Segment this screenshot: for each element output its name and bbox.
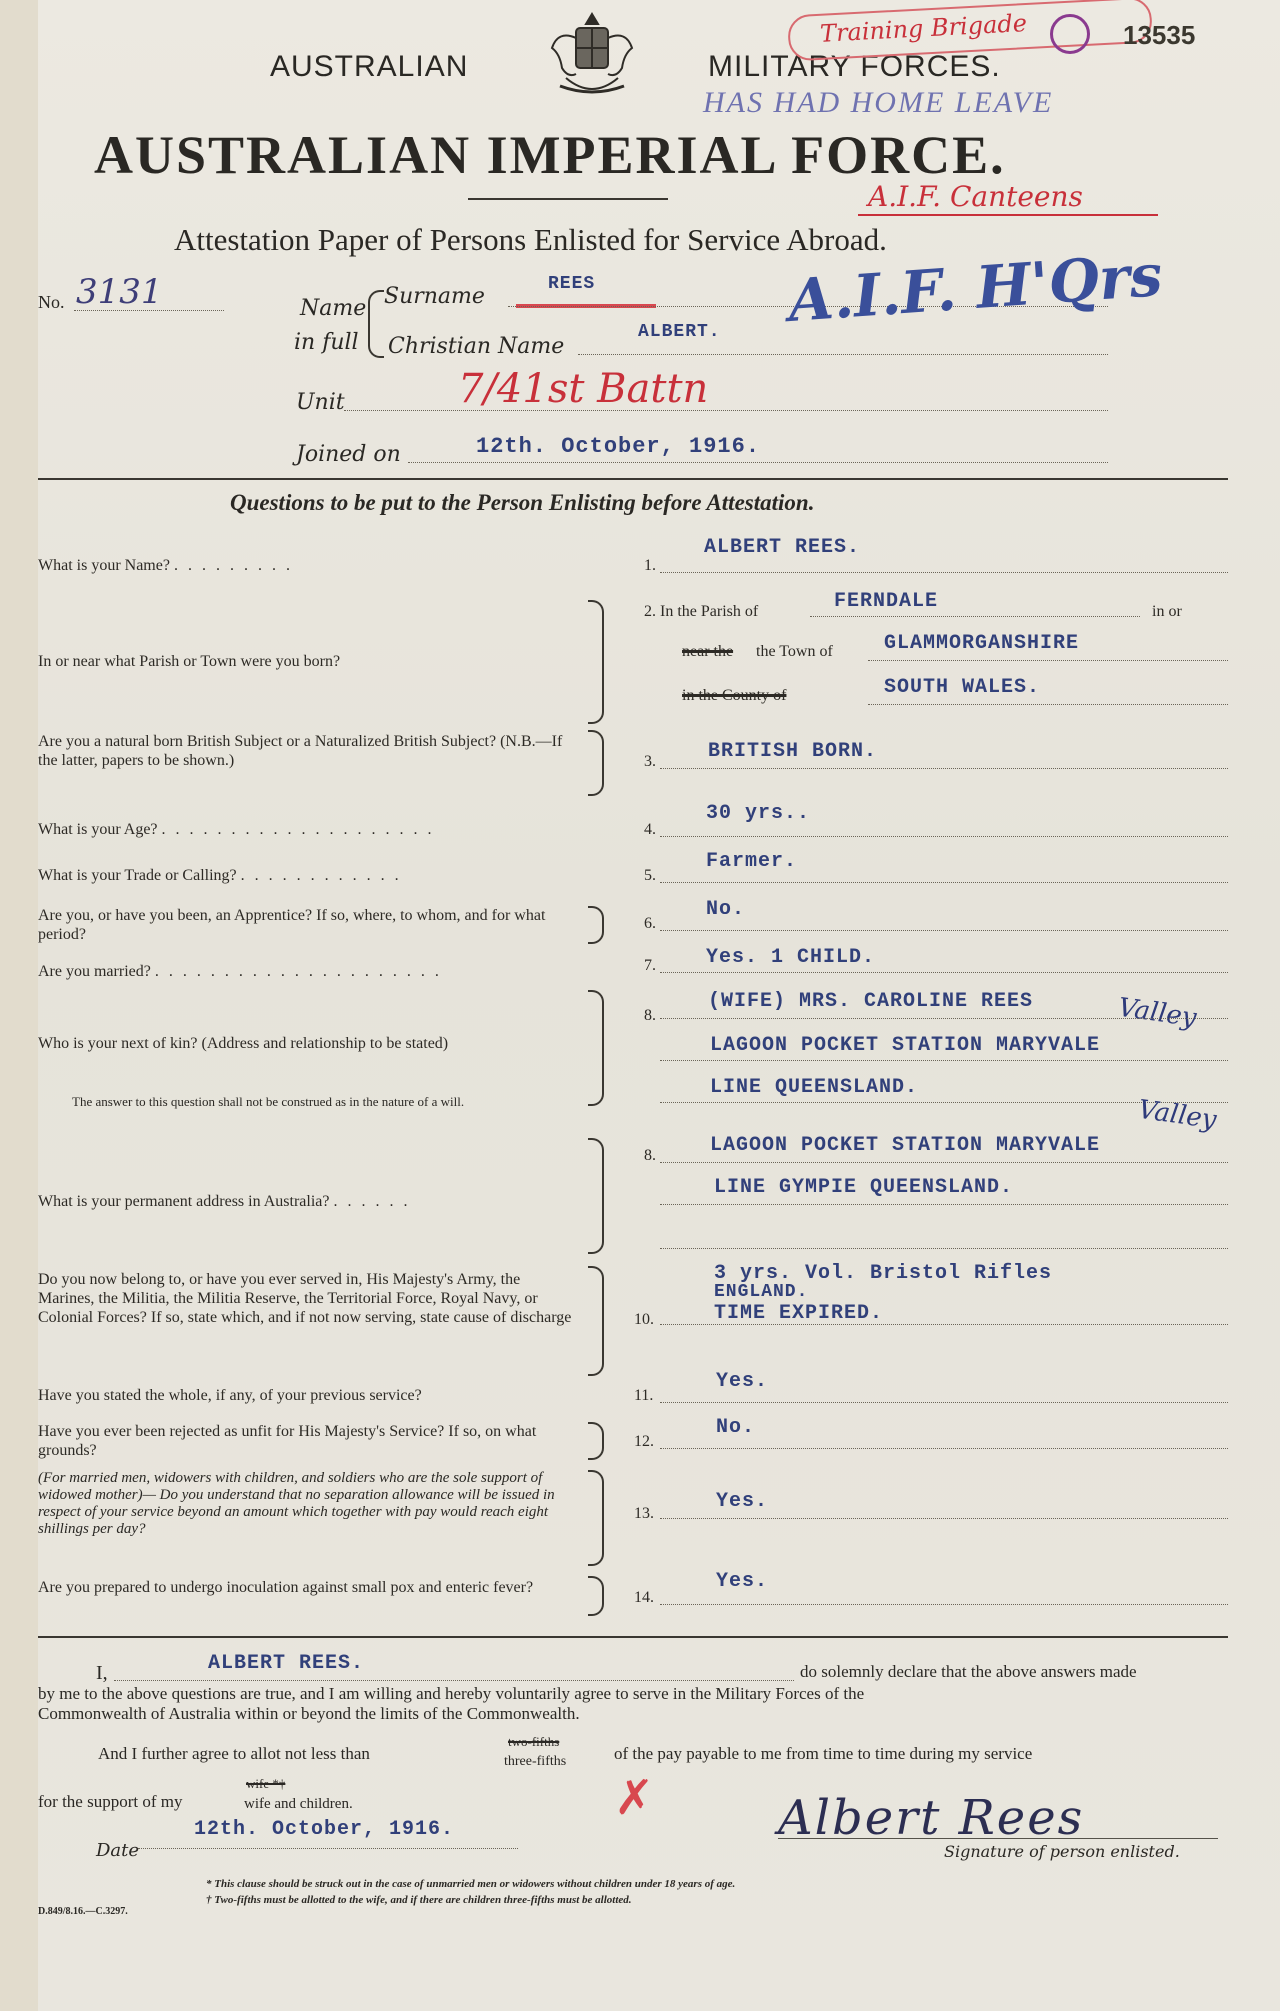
attestation-paper bbox=[38, 0, 1280, 2011]
answer-2-parish-line bbox=[810, 616, 1140, 617]
question-13-brace bbox=[588, 1470, 604, 1566]
allotment-text-pre: And I further agree to allot not less than bbox=[98, 1744, 370, 1763]
answer-7-num: 7. bbox=[644, 957, 656, 974]
answer-2-town-struck: near the bbox=[682, 643, 734, 660]
answer-8-line-2: LAGOON POCKET STATION MARYVALE bbox=[710, 1034, 1101, 1057]
stamp-number: 13535 bbox=[1123, 20, 1196, 50]
answer-10-line bbox=[660, 1324, 1228, 1325]
answer-8-correction: Valley bbox=[1116, 992, 1199, 1034]
allotment-text-post: of the pay payable to me from time to time during my service bbox=[614, 1744, 1033, 1763]
question-9-brace bbox=[588, 1138, 604, 1254]
answer-3-num: 3. bbox=[644, 753, 656, 770]
answer-2-county-line bbox=[868, 704, 1228, 705]
leader-dots: ..................... bbox=[154, 963, 449, 980]
answer-9-line bbox=[660, 1248, 1228, 1249]
answer-8-line-3: LINE QUEENSLAND. bbox=[710, 1076, 919, 1099]
no-label: No. bbox=[38, 292, 65, 312]
question-10-brace bbox=[588, 1266, 604, 1376]
answer-9-correction: Valley bbox=[1136, 1094, 1219, 1136]
support-text-post: wife and children. bbox=[244, 1796, 353, 1812]
answer-4-line bbox=[660, 836, 1228, 837]
joined-value: 12th. October, 1916. bbox=[476, 434, 761, 459]
question-3-brace bbox=[588, 730, 604, 796]
question-11: Have you stated the whole, if any, of your previous service? bbox=[38, 1387, 422, 1404]
question-5 bbox=[38, 866, 409, 885]
header-left: AUSTRALIAN bbox=[270, 50, 469, 83]
no-line bbox=[74, 310, 224, 311]
answer-10-line-3: TIME EXPIRED. bbox=[714, 1302, 884, 1325]
answer-11-line bbox=[660, 1402, 1228, 1403]
answer-2-town: GLAMMORGANSHIRE bbox=[884, 632, 1080, 655]
date-label: Date bbox=[96, 1840, 140, 1861]
answer-5-line bbox=[660, 882, 1228, 883]
aif-hq-annotation: A.I.F. H'Qrs bbox=[786, 241, 1165, 335]
answer-9-num: 8. bbox=[644, 1147, 656, 1164]
answer-5-num: 5. bbox=[644, 867, 656, 884]
circle-stamp-icon bbox=[1050, 14, 1090, 54]
answer-7: Yes. 1 CHILD. bbox=[706, 946, 876, 969]
answer-6: No. bbox=[706, 898, 746, 921]
answer-3-line bbox=[660, 768, 1228, 769]
answer-3: BRITISH BORN. bbox=[708, 740, 878, 763]
answer-2-parish-label: 2. In the Parish of bbox=[644, 603, 759, 620]
declaration-text-2: by me to the above questions are true, and I am willing and hereby voluntarily agree to serve in the Military Forces of the bbox=[38, 1684, 865, 1703]
question-2-brace bbox=[588, 600, 604, 724]
answer-11: Yes. bbox=[716, 1370, 769, 1393]
allotment-struck: two-fifths bbox=[508, 1734, 560, 1749]
question-1-text: What is your Name? bbox=[38, 557, 170, 574]
coat-of-arms-icon bbox=[546, 8, 638, 120]
answer-6-line bbox=[660, 930, 1228, 931]
question-7 bbox=[38, 962, 449, 981]
mark-cross-icon: ✗ bbox=[614, 1770, 655, 1826]
christian-name-value: ALBERT. bbox=[638, 322, 721, 342]
leader-dots: ............ bbox=[240, 867, 409, 884]
answer-9-line-1: LAGOON POCKET STATION MARYVALE bbox=[710, 1134, 1101, 1157]
answer-1-line bbox=[660, 572, 1228, 573]
declaration-i: I, bbox=[96, 1662, 108, 1684]
answer-1: ALBERT REES. bbox=[704, 536, 861, 559]
home-leave-stamp: HAS HAD HOME LEAVE bbox=[703, 86, 1054, 119]
christian-line bbox=[578, 354, 1108, 355]
question-8: Who is your next of kin? (Address and relationship to be stated) bbox=[38, 1035, 449, 1052]
name-label: Name bbox=[300, 296, 367, 321]
answer-1-num: 1. bbox=[644, 557, 656, 574]
form-title: AUSTRALIAN IMPERIAL FORCE. bbox=[94, 125, 1006, 185]
question-13: (For married men, widowers with children, and soldiers who are the sole support of widowed mother)— Do you understand that no separation allowance will be issued in respect of your service beyond an amount which together with pay would reach eight shillings per day? bbox=[38, 1470, 555, 1537]
answer-12-line bbox=[660, 1448, 1228, 1449]
answer-5: Farmer. bbox=[706, 850, 798, 873]
question-14-brace bbox=[588, 1576, 604, 1616]
answer-7-line bbox=[660, 972, 1228, 973]
name-brace bbox=[368, 290, 384, 358]
allotment-fraction: three-fifths bbox=[504, 1754, 567, 1769]
in-full-label: in full bbox=[294, 330, 359, 355]
question-8-note: The answer to this question shall not be construed as in the nature of a will. bbox=[72, 1094, 465, 1109]
regimental-number: 3131 bbox=[76, 272, 163, 312]
questions-divider bbox=[38, 1636, 1228, 1638]
answer-9-line bbox=[660, 1204, 1228, 1205]
answer-14-line bbox=[660, 1604, 1228, 1605]
scan-margin bbox=[0, 0, 40, 2011]
answer-13-num: 13. bbox=[634, 1505, 654, 1522]
canteens-underline bbox=[858, 214, 1158, 216]
leader-dots: ...... bbox=[333, 1193, 418, 1210]
question-4-text: What is your Age? bbox=[38, 821, 158, 838]
answer-8-line bbox=[660, 1018, 1228, 1019]
answer-2-parish: FERNDALE bbox=[834, 590, 939, 613]
question-4 bbox=[38, 820, 442, 839]
question-7-text: Are you married? bbox=[38, 963, 151, 980]
surname-value: REES bbox=[548, 274, 596, 294]
canteens-annotation: A.I.F. Canteens bbox=[868, 180, 1083, 213]
support-struck: wife *† bbox=[246, 1776, 286, 1791]
answer-13: Yes. bbox=[716, 1490, 769, 1513]
question-9-text: What is your permanent address in Australia? bbox=[38, 1193, 330, 1210]
unit-value: 7/41st Battn bbox=[458, 366, 709, 412]
answer-14: Yes. bbox=[716, 1570, 769, 1593]
joined-label: Joined on bbox=[296, 442, 401, 467]
signature: Albert Rees bbox=[778, 1790, 1085, 1846]
answer-8-line bbox=[660, 1060, 1228, 1061]
leader-dots: ......... bbox=[173, 557, 300, 574]
surname-label: Surname bbox=[384, 284, 485, 309]
answer-8-num: 8. bbox=[644, 1007, 656, 1024]
answer-8-line-1: (WIFE) MRS. CAROLINE REES bbox=[708, 990, 1034, 1013]
title-underline bbox=[468, 198, 668, 200]
header-right: MILITARY FORCES. bbox=[708, 50, 1001, 83]
unit-label: Unit bbox=[296, 390, 345, 415]
question-5-text: What is your Trade or Calling? bbox=[38, 867, 237, 884]
answer-12-num: 12. bbox=[634, 1433, 654, 1450]
signature-caption: Signature of person enlisted. bbox=[944, 1842, 1180, 1861]
answer-2-town-label: the Town of bbox=[756, 643, 833, 660]
question-2: In or near what Parish or Town were you born? bbox=[38, 653, 341, 670]
record-divider bbox=[38, 478, 1228, 480]
signature-line bbox=[778, 1838, 1218, 1839]
answer-12: No. bbox=[716, 1416, 756, 1439]
support-text-pre: for the support of my bbox=[38, 1792, 183, 1811]
christian-name-label: Christian Name bbox=[388, 334, 565, 359]
question-12-brace bbox=[588, 1422, 604, 1460]
declaration-text-3: Commonwealth of Australia within or beyond the limits of the Commonwealth. bbox=[38, 1704, 580, 1723]
question-14: Are you prepared to undergo inoculation against small pox and enteric fever? bbox=[38, 1579, 534, 1596]
answer-2-county-label: in the County of bbox=[682, 687, 787, 704]
answer-4: 30 yrs.. bbox=[706, 802, 811, 825]
answer-2-in-or: in or bbox=[1152, 603, 1182, 620]
answer-9-line-2: LINE GYMPIE QUEENSLAND. bbox=[714, 1176, 1014, 1199]
answer-14-num: 14. bbox=[634, 1589, 654, 1606]
answer-2-town-line bbox=[868, 660, 1228, 661]
answer-6-num: 6. bbox=[644, 915, 656, 932]
training-brigade-text: Training Brigade bbox=[819, 9, 1028, 48]
date-value: 12th. October, 1916. bbox=[194, 1818, 455, 1841]
declaration-name-line bbox=[114, 1680, 794, 1681]
footnote-1: * This clause should be struck out in the case of unmarried men or widowers without children under 18 years of age. bbox=[206, 1878, 736, 1890]
question-10: Do you now belong to, or have you ever served in, His Majesty's Army, the Marines, the Militia, the Militia Reserve, the Territorial Force, Royal Navy, or Colonial Forces? If so, state which, and if not now serving, state cause of discharge bbox=[38, 1271, 572, 1326]
question-6-brace bbox=[588, 906, 604, 944]
answer-11-num: 11. bbox=[634, 1387, 654, 1404]
declaration-name: ALBERT REES. bbox=[208, 1652, 365, 1675]
form-subtitle: Attestation Paper of Persons Enlisted for Service Abroad. bbox=[174, 222, 887, 257]
answer-4-num: 4. bbox=[644, 821, 656, 838]
question-3: Are you a natural born British Subject or a Naturalized British Subject? (N.B.—If the latter, papers to be shown.) bbox=[38, 733, 563, 769]
question-9 bbox=[38, 1192, 417, 1211]
answer-10-line-2: ENGLAND. bbox=[714, 1282, 809, 1302]
date-line bbox=[138, 1848, 518, 1849]
question-6: Are you, or have you been, an Apprentice? If so, where, to whom, and for what period? bbox=[38, 907, 546, 943]
joined-line bbox=[408, 462, 1108, 463]
footnote-2: † Two-fifths must be allotted to the wife, and if there are children three-fifths must be allotted. bbox=[206, 1894, 632, 1906]
question-12: Have you ever been rejected as unfit for His Majesty's Service? If so, on what grounds? bbox=[38, 1423, 537, 1459]
declaration-text-1: do solemnly declare that the above answers made bbox=[800, 1662, 1137, 1681]
questions-heading: Questions to be put to the Person Enlisting before Attestation. bbox=[230, 490, 815, 515]
form-code: D.849/8.16.—C.3297. bbox=[38, 1906, 128, 1917]
answer-10-line-1: 3 yrs. Vol. Bristol Rifles bbox=[714, 1262, 1053, 1285]
answer-10-num: 10. bbox=[634, 1311, 654, 1328]
leader-dots: .................... bbox=[161, 821, 442, 838]
unit-line bbox=[344, 410, 1108, 411]
question-8-brace bbox=[588, 990, 604, 1106]
question-1 bbox=[38, 556, 300, 575]
answer-13-line bbox=[660, 1518, 1228, 1519]
answer-2-county: SOUTH WALES. bbox=[884, 676, 1041, 699]
answer-9-line bbox=[660, 1162, 1228, 1163]
